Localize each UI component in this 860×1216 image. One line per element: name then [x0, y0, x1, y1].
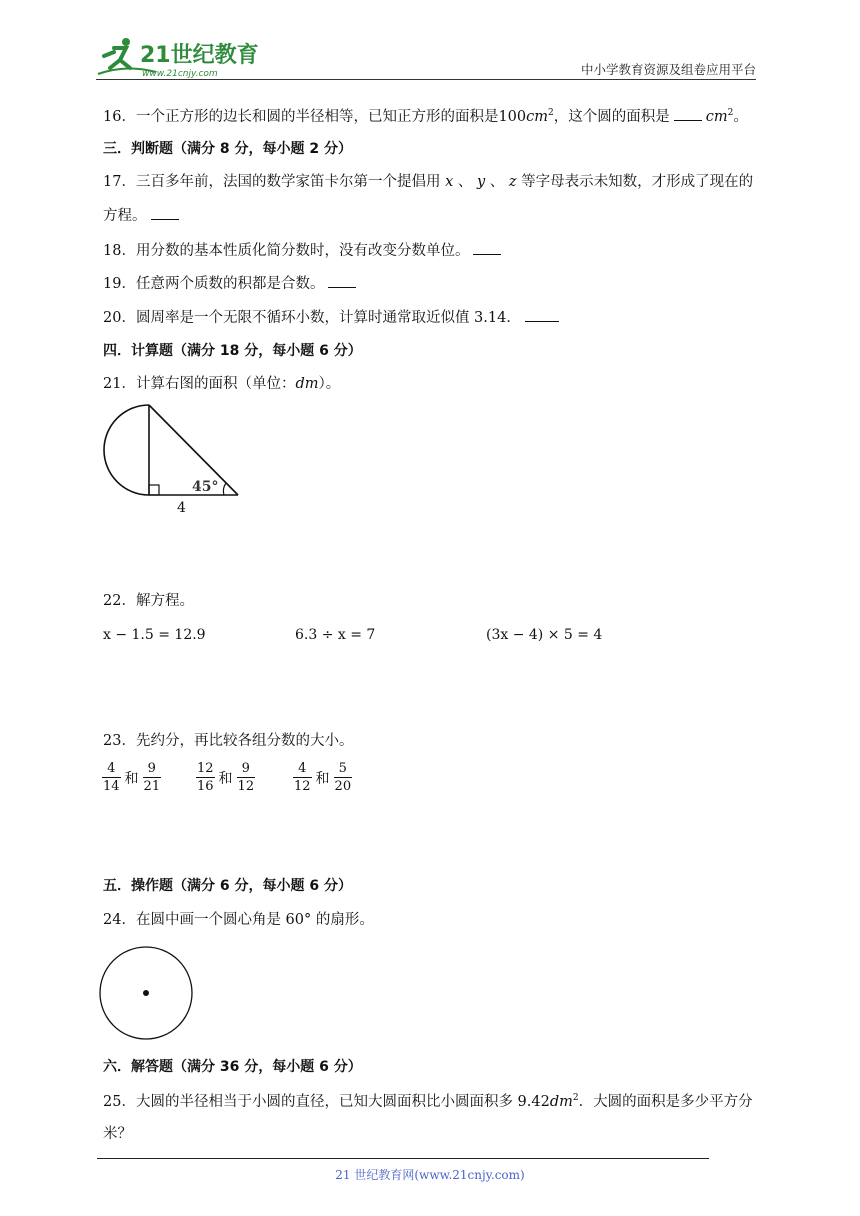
question-16: 16．一个正方形的边长和圆的半径相等，已知正方形的面积是$100cm^2$，这个圆的面积是 $cm^2$。 [103, 108, 748, 125]
question-24: 24．在圆中画一个圆心角是 60° 的扇形。 [103, 912, 374, 928]
logo-main-text: 21世纪教育 [140, 43, 259, 68]
angle-arc [223, 483, 226, 495]
question-19: 19．任意两个质数的积都是合数。 [103, 274, 360, 294]
equation-3: (3x − 4) × 5 = 4 [486, 627, 603, 643]
footer-link[interactable]: 21 世纪教育网(www.21cnjy.com) [335, 1168, 525, 1182]
section-5-heading: 五．操作题（满分 6 分，每小题 6 分） [103, 878, 352, 894]
question-18: 18．用分数的基本性质化简分数时，没有改变分数单位。 [103, 241, 505, 261]
footer-divider [97, 1158, 709, 1159]
answer-blank-20[interactable] [525, 309, 559, 322]
answer-blank-19[interactable] [328, 275, 356, 288]
question-21: 21．计算右图的面积（单位：dm）。 [103, 376, 341, 392]
question-25-line2: 米？ [103, 1126, 132, 1142]
fraction-pair-2: $\frac{12}{16}$ 和 $\frac{9}{12}$ [197, 761, 255, 794]
site-logo [96, 34, 266, 80]
header-divider [96, 79, 756, 80]
drawing-circle-figure[interactable] [97, 944, 195, 1042]
equation-2: 6.3 ÷ x = 7 [295, 627, 376, 643]
fraction-pair-3: $\frac{4}{12}$ 和 $\frac{5}{20}$ [294, 761, 352, 794]
question-17: 17．三百多年前，法国的数学家笛卡尔第一个提倡用 x 、 y 、 z 等字母表示未知数，才形成了现在的 [103, 174, 754, 190]
question-20: 20．圆周率是一个无限不循环小数，计算时通常取近似值 3.14． [103, 308, 563, 328]
question-22: 22．解方程。 [103, 593, 194, 609]
section-3-heading: 三．判断题（满分 8 分，每小题 2 分） [103, 141, 352, 157]
answer-blank-17[interactable] [151, 207, 179, 220]
header-platform-text: 中小学教育资源及组卷应用平台 [580, 62, 756, 77]
question-25: 25．大圆的半径相当于小圆的直径，已知大圆面积比小圆面积多 $9.42dm^2$．大圆的面积是多少平方分 [103, 1093, 753, 1110]
question-23: 23．先约分，再比较各组分数的大小。 [103, 733, 354, 749]
section-6-heading: 六．解答题（满分 36 分，每小题 6 分） [103, 1059, 362, 1075]
equation-1: x − 1.5 = 12.9 [103, 627, 206, 643]
fraction-pair-1: $\frac{4}{14}$ 和 $\frac{9}{21}$ [103, 761, 161, 794]
semicircle-triangle-figure [96, 400, 246, 518]
question-17-line2: 方程。 [103, 206, 183, 226]
base-length-label: 4 [177, 500, 186, 516]
circle-center-dot [143, 990, 149, 996]
angle-label: 45° [192, 479, 219, 495]
answer-blank-16[interactable] [674, 108, 702, 121]
semicircle-arc [104, 405, 149, 495]
right-angle-mark [149, 485, 159, 495]
section-4-heading: 四．计算题（满分 18 分，每小题 6 分） [103, 343, 362, 359]
answer-blank-18[interactable] [473, 242, 501, 255]
logo-sub-text: www.21cnjy.com [142, 69, 218, 79]
